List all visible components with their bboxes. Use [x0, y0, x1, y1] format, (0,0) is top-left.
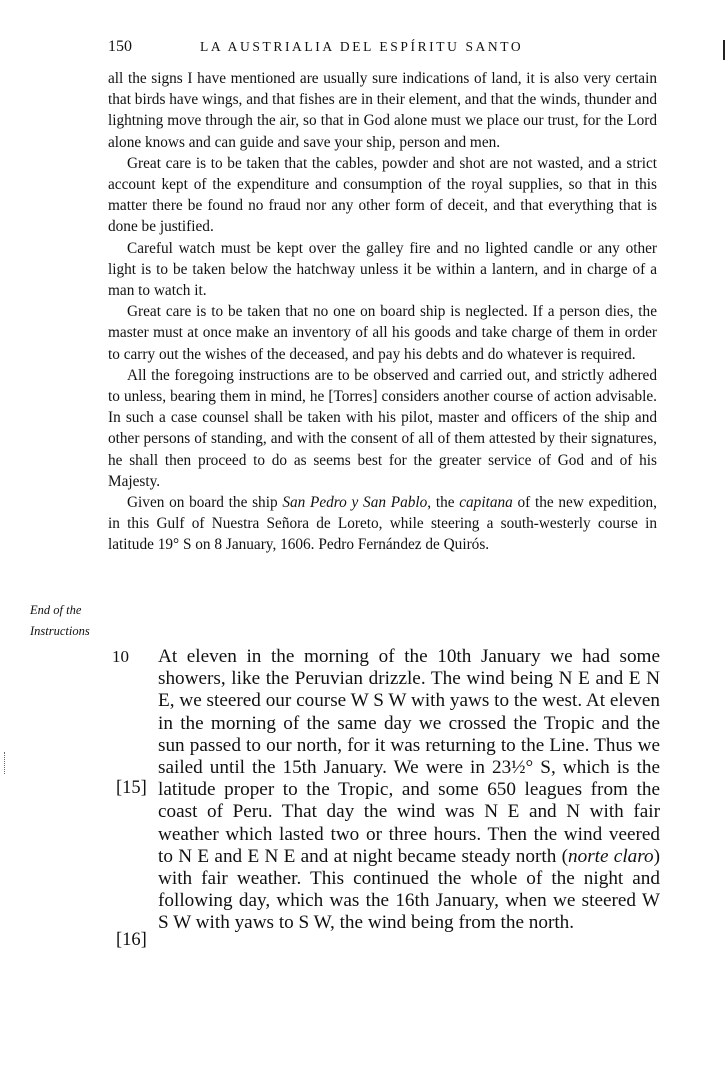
given-lead: Given on board the ship [127, 494, 283, 512]
journal-entry [158, 646, 660, 935]
given-between: , the [427, 494, 460, 512]
sidenote-line-2: Instructions [30, 624, 90, 638]
ship-name: San Pedro y San Pablo [282, 494, 428, 512]
journal-text-1: At eleven in the morning of the 10th January we had some showers, like the Peruvian drizzle. The wind being N E and E N E, we steered our course W S W with yaws to the west. At eleven in the morning of the same day we crossed the Tropic and the sun passed to our north, for it was returning to the Line. Thus we sailed until the 15th January. We were in 23½° S, which is the latitude proper to the Tropic, and some 650 leagues from the coast of Peru. That day the wind was N E and N with fair weather which lasted two or three hours. Then the wind veered to N E and E N E and at night became steady north ( [158, 646, 660, 867]
margin-speck [4, 752, 9, 774]
norte-claro-term: norte claro [568, 845, 654, 867]
given-rest: of the new expedition, in this Gulf of Nuestra Señora de Loreto, while steering a south-westerly course in latitude 19° S on 8 January, 1606. Pedro Fernández de Quirós. [108, 494, 657, 554]
instructions-text [108, 68, 657, 556]
running-title: LA AUSTRIALIA DEL ESPÍRITU SANTO [200, 39, 524, 54]
journal-day-marker: 10 [112, 647, 129, 666]
paragraph-galley-fire: Careful watch must be kept over the galley fire and no lighted candle or any other light is to be taken below the hatchway unless it be within a lantern, and in charge of a man to watch it. [108, 239, 657, 300]
journal-paragraph [158, 646, 660, 935]
paragraph-cables: Great care is to be taken that the cables, powder and shot are not wasted, and a strict account kept of the expenditure and consumption of the royal supplies, so that in this matter there be found no fraud nor any other form of deceit, and that everything that is done be justified. [108, 154, 657, 236]
page-edge-mark [719, 40, 725, 60]
paragraph-neglect: Great care is to be taken that no one on board ship is neglected. If a person dies, the master must at once make an inventory of all his goods and take charge of them in order to carry out the wishes of the deceased, and pay his debts and do whatever is required. [108, 303, 657, 363]
margin-ref-16: [16] [116, 930, 147, 950]
journal-text-2: ) with fair weather. This continued the whole of the night and following day, which was the 16th January, when we steered W S W with yaws to S W, the wind being from the north. [158, 845, 660, 934]
paragraph-signs: all the signs I have mentioned are usually sure indications of land, it is also very certain that birds have wings, and that fishes are in their element, and that the winds, thunder and lightning move through the air, so that in God alone must we place our trust, for the Lord alone knows and can guide and save your ship, person and men. [108, 70, 657, 151]
paragraph-given-on-board [108, 492, 657, 556]
capitana-term: capitana [459, 494, 513, 512]
running-head [108, 38, 668, 58]
paragraph-foregoing: All the foregoing instructions are to be observed and carried out, and strictly adhered to unless, bearing them in mind, he [Torres] considers another course of action advisable. In such a case counsel shall be taken with his pilot, master and officers of the ship and other persons of standing, and with the consent of all of them attested by their signatures, he shall then proceed to do as seems best for the greater service of God and of his Majesty. [108, 366, 657, 490]
page-number: 150 [108, 38, 132, 55]
margin-ref-15: [15] [116, 778, 147, 798]
margin-sidenote [30, 600, 102, 642]
sidenote-line-1: End of the [30, 603, 82, 617]
